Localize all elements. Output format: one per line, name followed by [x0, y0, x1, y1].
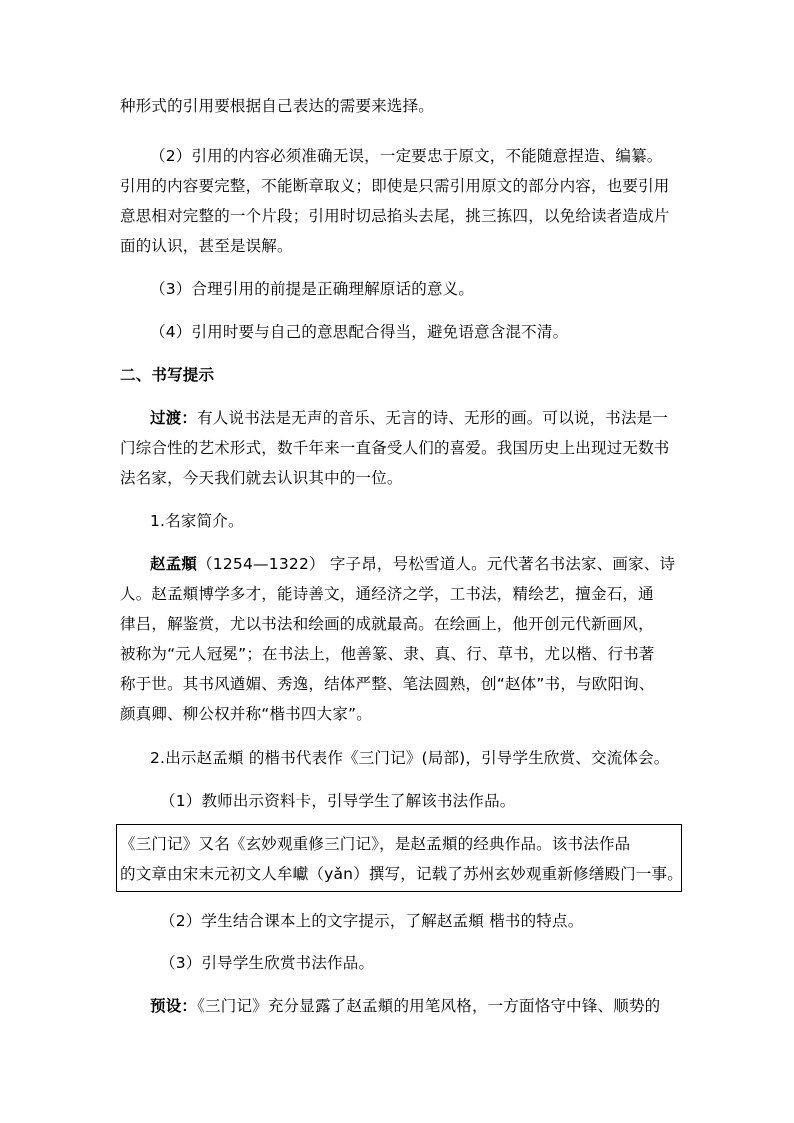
section-2-heading: 二、书写提示: [120, 366, 215, 384]
sub-item-1: （1）教师出示资料卡，引导学生了解该书法作品。: [160, 792, 516, 810]
transition-label: 过渡：: [150, 409, 198, 427]
transition-line-2: 门综合性的艺术形式，数千年来一直备受人们的喜爱。我国历史上出现过无数书: [120, 439, 670, 457]
item-2-heading: 2.出示赵孟頫 的楷书代表作《三门记》(局部)，引导学生欣赏、交流体会。: [150, 749, 670, 767]
preset-text-1: 《三门记》充分显露了赵孟頫的用笔风格，一方面恪守中锋、顺势的: [197, 997, 661, 1015]
transition-text-1: 有人说书法是无声的音乐、无言的诗、无形的画。可以说，书法是一: [197, 409, 669, 427]
preset-line-1: [150, 996, 660, 1016]
sub-item-3: （3）引导学生欣赏书法作品。: [160, 954, 375, 972]
paragraph-2-line-1: （2）引用的内容必须准确无误，一定要忠于原文，不能随意捏造、编纂。: [150, 147, 663, 165]
zhao-text-1: （1254—1322） 字子昂，号松雪道人。元代著名书法家、画家、诗: [197, 555, 676, 573]
paragraph-2-line-2: 引用的内容要完整，不能断章取义；即使是只需引用原文的部分内容，也要引用: [120, 177, 670, 195]
info-card-line-1: 《三门记》又名《玄妙观重修三门记》，是赵孟頫的经典作品。该书法作品: [120, 835, 631, 853]
transition-line-1: [150, 408, 668, 428]
paragraph-4: （4）引用时要与自己的意思配合得当，避免语意含混不清。: [150, 323, 569, 341]
info-card-line-2: 的文章由宋末元初文人牟巘（yǎn）撰写，记载了苏州玄妙观重新修缮殿门一事。: [120, 865, 683, 883]
zhao-line-2: 人。赵孟頫博学多才，能诗善文，通经济之学，工书法，精绘艺，擅金石，通: [120, 585, 654, 603]
paragraph-3: （3）合理引用的前提是正确理解原话的意义。: [150, 280, 475, 298]
zhao-line-5: 称于世。其书风遒媚、秀逸，结体严整、笔法圆熟，创“赵体”书，与欧阳询、: [120, 675, 655, 693]
sub-item-2: （2）学生结合课本上的文字提示，了解赵孟頫 楷书的特点。: [160, 912, 584, 930]
paragraph-2-line-3: 意思相对完整的一个片段；引用时切忌掐头去尾，挑三拣四，以免给读者造成片: [120, 207, 670, 225]
zhao-line-4: 被称为“元人冠冕”；在书法上，他善篆、隶、真、行、草书，尤以楷、行书著: [120, 645, 655, 663]
item-1-heading: 1.名家简介。: [150, 512, 244, 530]
paragraph-intro-tail: 种形式的引用要根据自己表达的需要来选择。: [120, 97, 435, 115]
zhao-name: 赵孟頫: [150, 555, 198, 573]
zhao-line-6: 颜真卿、柳公权并称“楷书四大家”。: [120, 705, 372, 723]
preset-label: 预设：: [150, 997, 198, 1015]
zhao-line-3: 律吕，解鉴赏，尤以书法和绘画的成就最高。在绘画上，他开创元代新画风，: [120, 615, 654, 633]
paragraph-2-line-4: 面的认识，甚至是误解。: [120, 237, 293, 255]
zhao-line-1: [150, 554, 675, 574]
transition-line-3: 法名家，今天我们就去认识其中的一位。: [120, 469, 403, 487]
